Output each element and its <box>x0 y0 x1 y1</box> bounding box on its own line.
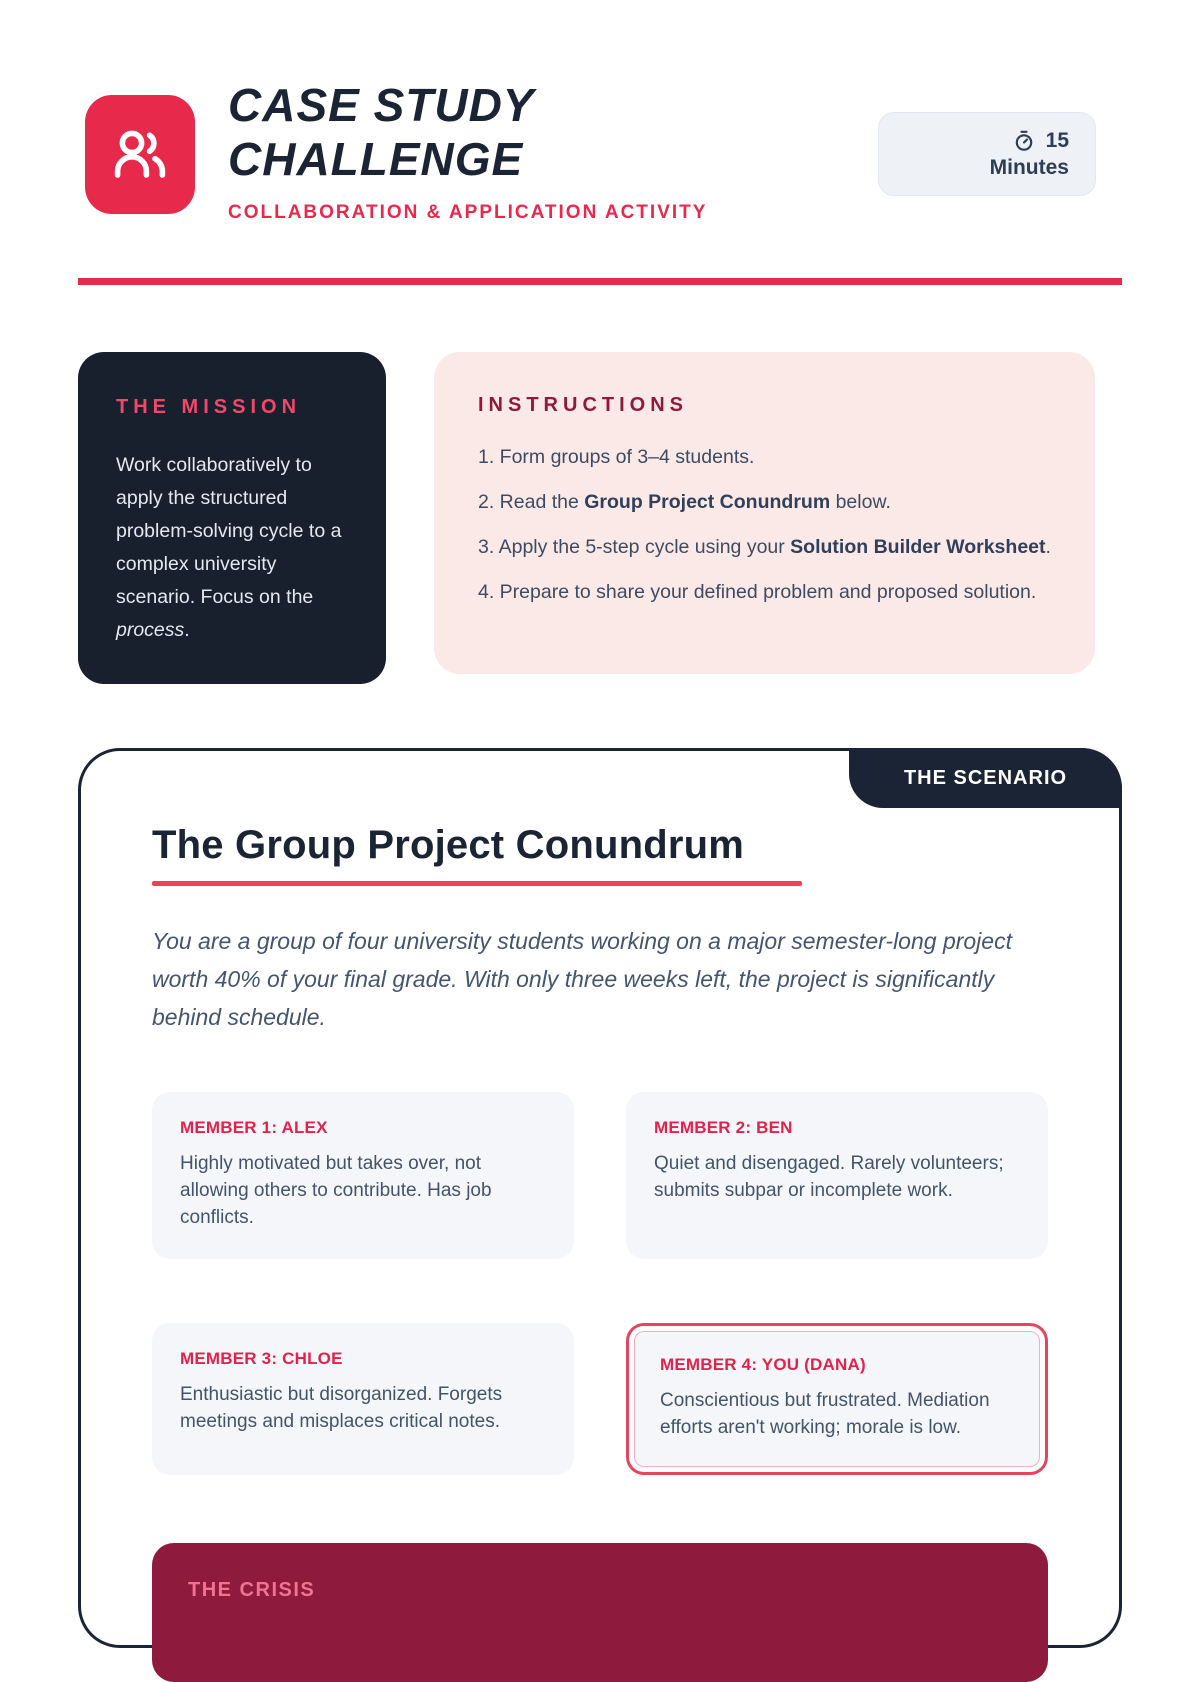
member-card <box>626 1092 1048 1259</box>
scenario-title: The Group Project Conundrum <box>152 823 745 867</box>
member-card-title: MEMBER 2: BEN <box>654 1118 793 1137</box>
member-card-description: Highly motivated but takes over, not allowing others to contribute. Has job conflicts. <box>180 1153 492 1228</box>
page-title <box>228 78 534 187</box>
scenario-tab: THE SCENARIO <box>849 748 1122 808</box>
scenario-title-underline <box>152 881 802 886</box>
member-card <box>152 1092 574 1259</box>
stopwatch-icon <box>1012 129 1036 153</box>
instruction-item: 1. Form groups of 3–4 students. <box>478 446 755 468</box>
mission-panel <box>78 352 386 684</box>
member-card <box>626 1323 1048 1475</box>
member-card-description: Enthusiastic but disorganized. Forgets meetings and misplaces critical notes. <box>180 1384 503 1432</box>
mission-heading: THE MISSION <box>116 396 302 418</box>
member-card-title: MEMBER 3: CHLOE <box>180 1349 343 1368</box>
time-badge-unit: Minutes <box>989 155 1069 179</box>
time-badge-value: 15 <box>1045 128 1069 152</box>
instruction-item: 3. Apply the 5-step cycle using your Solution Builder Worksheet. <box>478 536 1051 558</box>
instructions-heading: INSTRUCTIONS <box>478 394 688 416</box>
scenario-card <box>78 748 1122 1648</box>
page-title-line2: CHALLENGE <box>228 133 524 186</box>
users-icon <box>108 123 172 187</box>
crisis-heading: THE CRISIS <box>188 1579 316 1601</box>
members-grid <box>152 1092 1048 1475</box>
member-card-title: MEMBER 1: ALEX <box>180 1118 328 1137</box>
instructions-panel <box>434 352 1095 674</box>
instructions-list <box>478 441 1051 609</box>
header-divider <box>78 278 1122 285</box>
crisis-panel <box>152 1543 1048 1682</box>
member-card <box>152 1323 574 1475</box>
member-card-description: Quiet and disengaged. Rarely volunteers; submits subpar or incomplete work. <box>654 1153 1004 1201</box>
page-subtitle: COLLABORATION & APPLICATION ACTIVITY <box>228 202 708 223</box>
app-icon-badge <box>85 95 195 214</box>
time-badge <box>878 112 1096 196</box>
page-title-line1: CASE STUDY <box>228 79 535 131</box>
instruction-item: 4. Prepare to share your defined problem and proposed solution. <box>478 581 1037 603</box>
member-card-title: MEMBER 4: YOU (DANA) <box>660 1355 866 1374</box>
instruction-item: 2. Read the Group Project Conundrum below. <box>478 491 891 513</box>
mission-text: Work collaboratively to apply the structured problem-solving cycle to a complex university scenario. Focus on the process. <box>116 454 342 641</box>
scenario-intro: You are a group of four university students working on a major semester-long project worth 40% of your final grade. With only three weeks left, the project is significantly behind schedule. <box>152 928 1012 1030</box>
member-card-description: Conscientious but frustrated. Mediation efforts aren't working; morale is low. <box>660 1390 990 1438</box>
